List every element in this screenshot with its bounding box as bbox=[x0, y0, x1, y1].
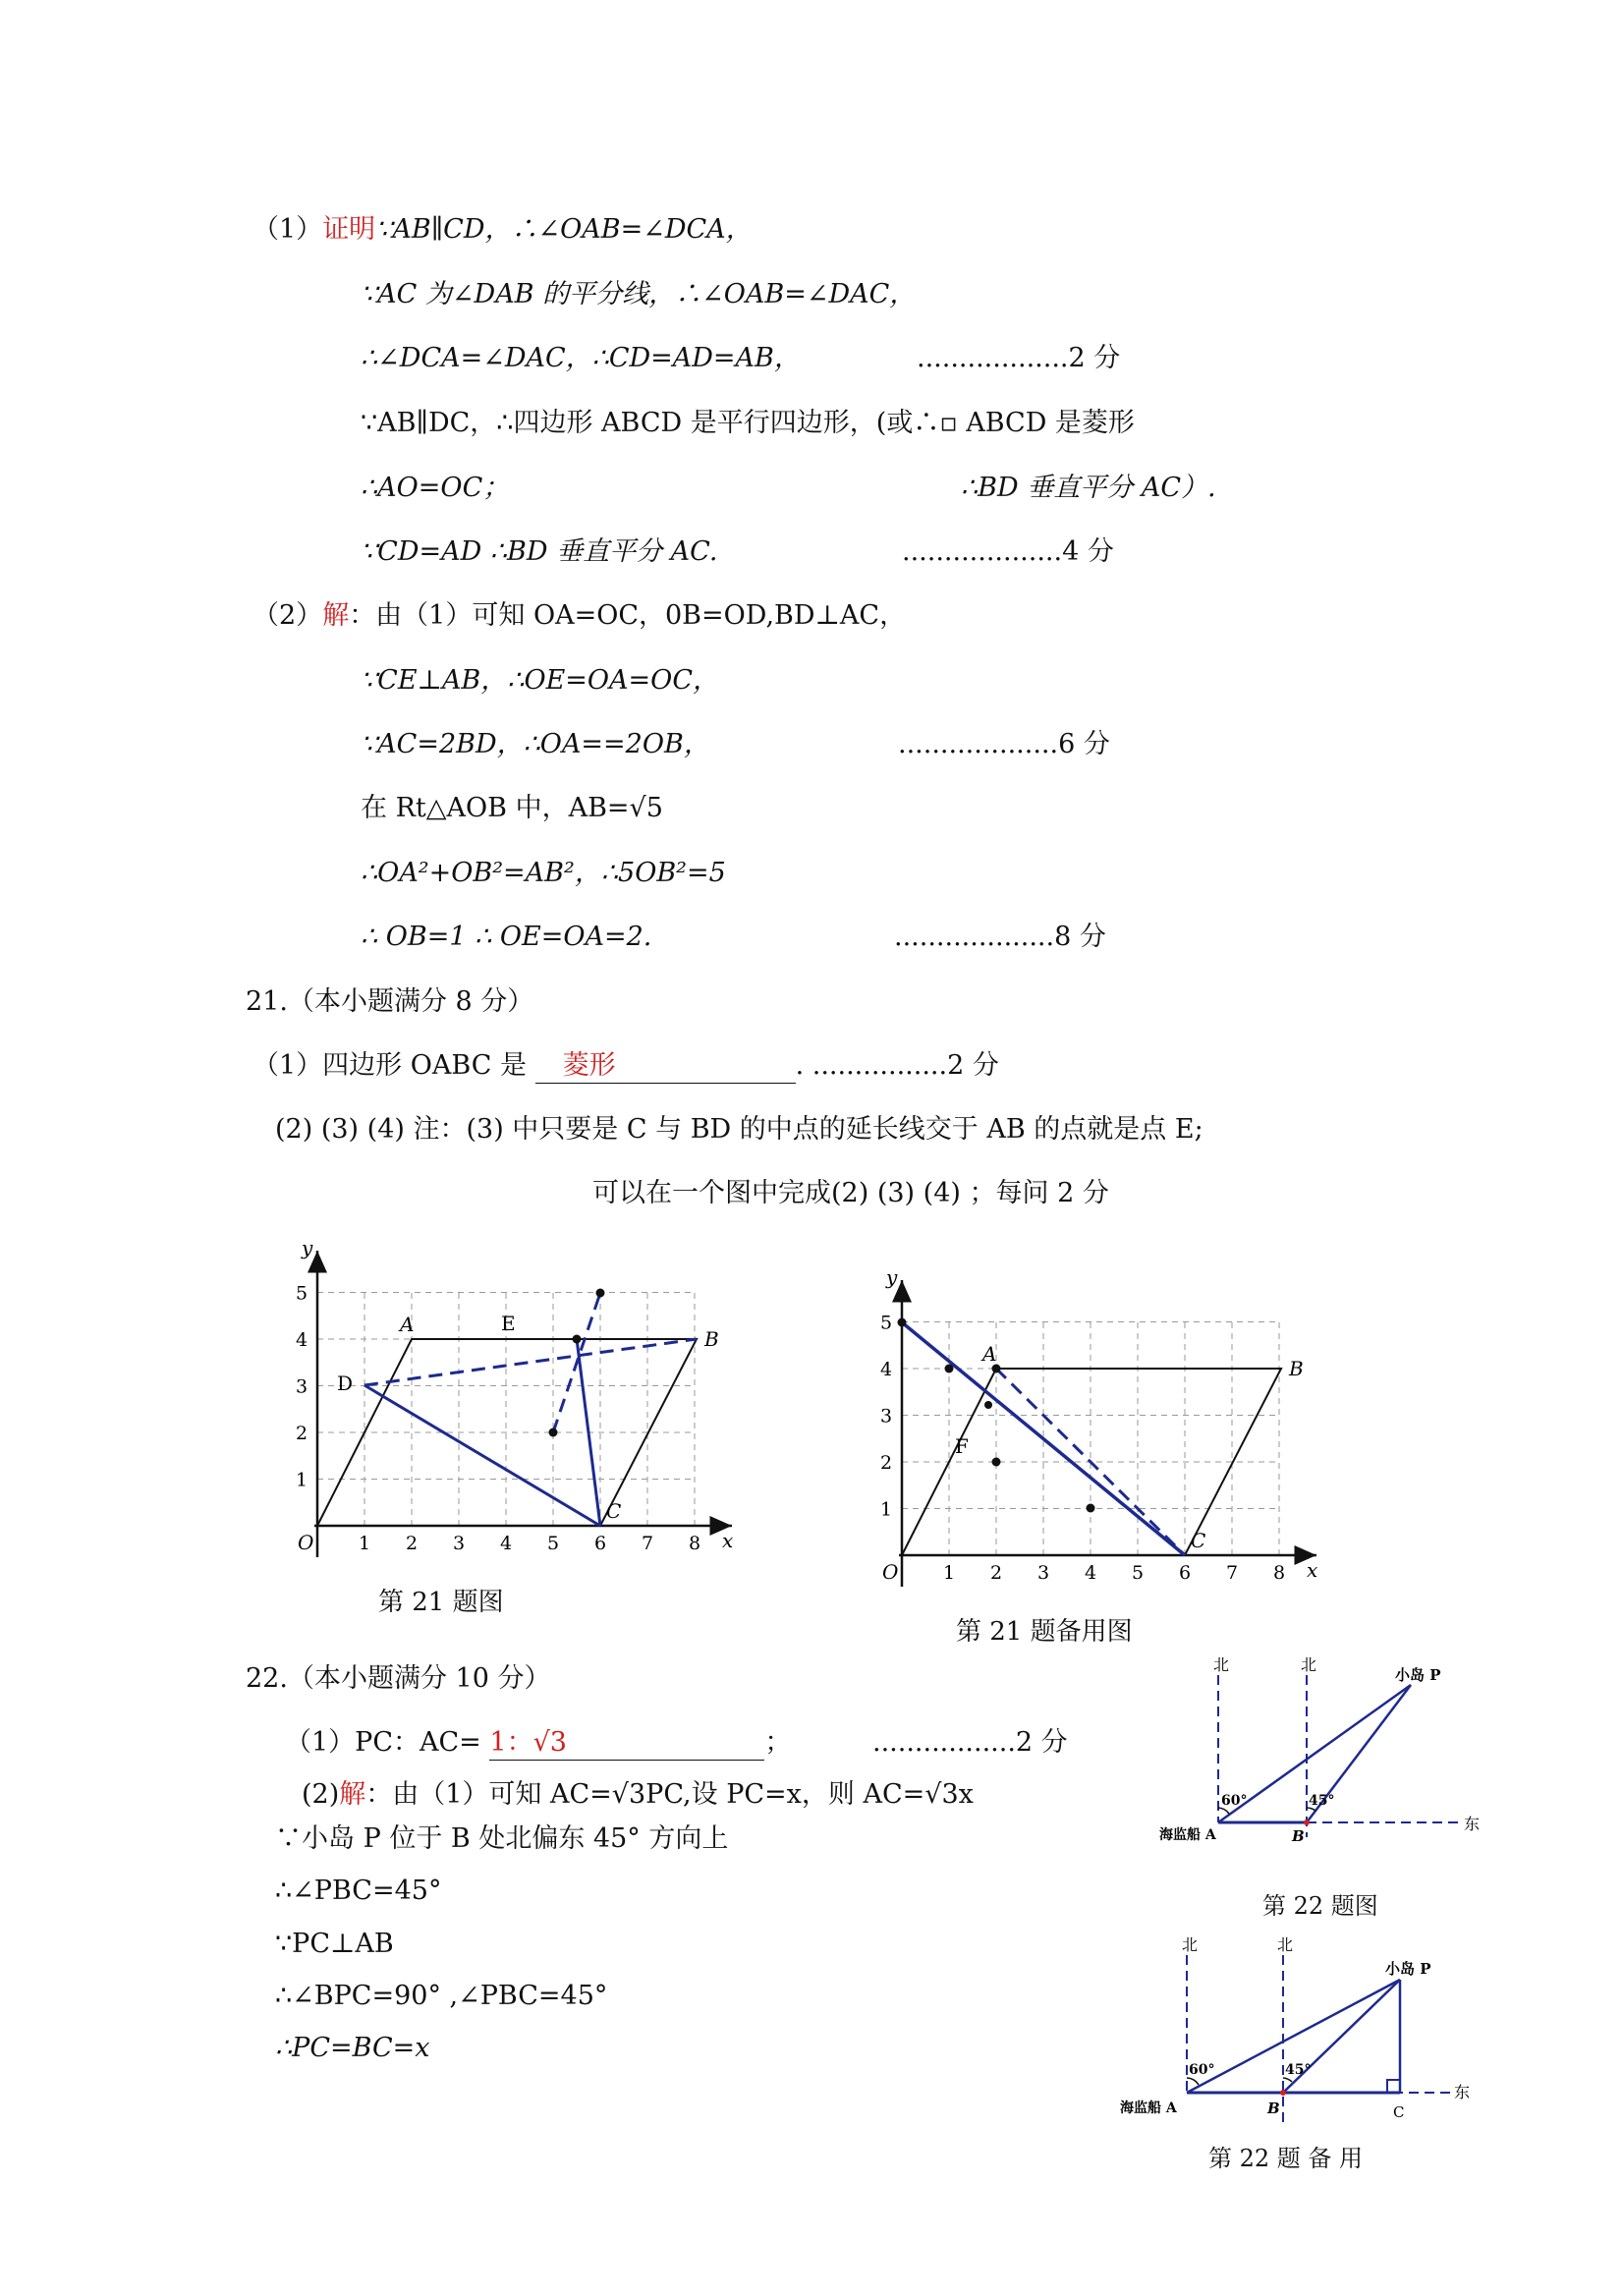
q20-score-2: ..................2 分 bbox=[917, 343, 1121, 373]
x-tick-label: 1 bbox=[359, 1533, 371, 1554]
y-tick-label: 4 bbox=[296, 1329, 308, 1351]
solution-label: 解 bbox=[322, 600, 350, 631]
north-label: 北 bbox=[1277, 1935, 1294, 1954]
x-axis-label: x bbox=[722, 1529, 734, 1552]
x-tick-label: 8 bbox=[689, 1533, 701, 1554]
x-tick-label: 2 bbox=[406, 1533, 419, 1554]
label-a: A bbox=[982, 1342, 997, 1366]
x-tick-label: 6 bbox=[594, 1533, 607, 1554]
x-tick-label: 1 bbox=[943, 1562, 956, 1584]
east-label: 东 bbox=[1454, 2083, 1471, 2101]
x-tick-label: 3 bbox=[1037, 1562, 1050, 1584]
q21-header: 21.（本小题满分 8 分） bbox=[246, 986, 534, 1017]
angle-45: 45° bbox=[1285, 2062, 1312, 2078]
island-label: 小岛 P bbox=[1395, 1666, 1441, 1684]
fig22-backup-caption: 第 22 题 备 用 bbox=[1208, 2145, 1364, 2172]
q20-line6: ∵CD=AD ∴BD 垂直平分 AC. bbox=[361, 536, 718, 567]
q22-score-2: .................2 分 bbox=[872, 1727, 1068, 1758]
label-f: F bbox=[955, 1434, 969, 1458]
q20-line11: ∴OA²+OB²=AB²，∴5OB²=5 bbox=[361, 858, 726, 888]
point bbox=[945, 1365, 954, 1373]
b-label: B bbox=[1292, 1827, 1305, 1845]
q22-line3: ∵小岛 P 位于 B 处北偏东 45° 方向上 bbox=[275, 1823, 729, 1854]
point bbox=[549, 1428, 558, 1437]
fig21-caption: 第 21 题图 bbox=[378, 1588, 504, 1617]
right-angle-mark bbox=[1387, 2080, 1400, 2093]
y-tick-label: 1 bbox=[880, 1498, 893, 1521]
q20-score-6: ...................6 分 bbox=[898, 729, 1110, 759]
north-label: 北 bbox=[1182, 1935, 1199, 1954]
x-tick-label: 7 bbox=[1226, 1562, 1239, 1584]
point bbox=[992, 1458, 1001, 1467]
label-b: B bbox=[1289, 1357, 1304, 1380]
fig21-backup bbox=[845, 1262, 1336, 1606]
segment-db-dashed bbox=[364, 1339, 697, 1385]
ship-label: 海监船 A bbox=[1120, 2100, 1177, 2116]
fig21-main bbox=[260, 1233, 752, 1577]
angle-45: 45° bbox=[1309, 1793, 1335, 1809]
y-axis-label: y bbox=[302, 1236, 313, 1260]
point bbox=[898, 1318, 907, 1327]
north-label: 北 bbox=[1301, 1655, 1317, 1674]
q20-line4: ∵AB∥DC，∴四边形 ABCD 是平行四边形，(或∴▫ ABCD 是菱形 bbox=[361, 408, 1135, 438]
east-label: 东 bbox=[1464, 1815, 1481, 1833]
q22-header: 22.（本小题满分 10 分） bbox=[246, 1663, 551, 1694]
point-e bbox=[573, 1335, 582, 1344]
label-c: C bbox=[606, 1499, 622, 1523]
origin-label: O bbox=[882, 1560, 899, 1584]
x-tick-label: 5 bbox=[547, 1533, 560, 1554]
q20-line5a: ∴AO=OC； bbox=[361, 473, 510, 503]
ship-label: 海监船 A bbox=[1159, 1827, 1216, 1843]
q20-line10: 在 Rt△AOB 中，AB=√5 bbox=[361, 793, 663, 823]
angle-60: 60° bbox=[1189, 2062, 1215, 2078]
y-tick-label: 3 bbox=[296, 1375, 308, 1398]
q20-part2-line1: （2）解：由（1）可知 OA=OC，0B=OD,BD⊥AC， bbox=[252, 600, 907, 631]
q22-part2: (2)解：由（1）可知 AC=√3PC,设 PC=x，则 AC=√3x bbox=[302, 1779, 974, 1810]
label-d: D bbox=[337, 1372, 354, 1395]
q22-part1: （1）PC：AC= 1：√3 ； bbox=[285, 1726, 791, 1761]
q21-note2: 可以在一个图中完成(2) (3) (4) ；每问 2 分 bbox=[592, 1178, 1109, 1208]
label-a: A bbox=[400, 1313, 415, 1336]
solution-label: 解 bbox=[339, 1779, 366, 1810]
q22-line7: ∴PC=BC=x bbox=[275, 2033, 430, 2063]
y-tick-label: 1 bbox=[296, 1469, 308, 1491]
segment-dc bbox=[364, 1385, 600, 1526]
x-tick-label: 7 bbox=[642, 1533, 654, 1554]
north-label: 北 bbox=[1213, 1655, 1230, 1674]
point bbox=[1087, 1504, 1095, 1513]
q20-part1-line1: （1）证明∵AB∥CD，∴∠OAB=∠DCA， bbox=[252, 214, 753, 245]
q22-line5: ∵PC⊥AB bbox=[275, 1929, 394, 1959]
q20-line3: ∴∠DCA=∠DAC，∴CD=AD=AB， bbox=[361, 343, 801, 373]
angle-60: 60° bbox=[1221, 1793, 1248, 1809]
segment-dashed-2 bbox=[553, 1293, 600, 1432]
label-e: E bbox=[501, 1312, 516, 1335]
y-axis-label: y bbox=[886, 1265, 898, 1289]
origin-label: O bbox=[298, 1531, 314, 1554]
x-tick-label: 5 bbox=[1132, 1562, 1145, 1584]
point bbox=[596, 1289, 605, 1298]
q22-line6: ∴∠BPC=90° ,∠PBC=45° bbox=[275, 1981, 608, 2011]
answer-blank: 1：√3 bbox=[489, 1726, 764, 1761]
y-tick-label: 4 bbox=[880, 1359, 893, 1380]
y-tick-label: 5 bbox=[296, 1282, 308, 1305]
x-tick-label: 2 bbox=[990, 1562, 1003, 1584]
fig22-backup bbox=[1120, 1931, 1493, 2132]
q20-line9: ∵AC=2BD，∴OA==2OB， bbox=[361, 729, 710, 759]
y-tick-label: 5 bbox=[880, 1312, 893, 1334]
island-label: 小岛 P bbox=[1385, 1960, 1431, 1978]
q20-score-4: ...................4 分 bbox=[902, 536, 1114, 567]
label-b: B bbox=[704, 1327, 719, 1351]
x-tick-label: 4 bbox=[1085, 1562, 1097, 1584]
x-axis-label: x bbox=[1307, 1558, 1318, 1582]
point-f bbox=[984, 1401, 992, 1409]
q20-line8: ∵CE⊥AB，∴OE=OA=OC， bbox=[361, 665, 719, 696]
fig22-main bbox=[1159, 1651, 1483, 1847]
x-tick-label: 8 bbox=[1273, 1562, 1286, 1584]
c-label: C bbox=[1393, 2103, 1405, 2121]
y-tick-label: 2 bbox=[296, 1423, 308, 1444]
q20-line12: ∴ OB=1 ∴ OE=OA=2. bbox=[361, 922, 652, 952]
q20-score-8: ...................8 分 bbox=[894, 922, 1106, 952]
q22-line4: ∴∠PBC=45° bbox=[275, 1876, 442, 1906]
label-c: C bbox=[1191, 1529, 1206, 1552]
q21-note1: (2) (3) (4) 注：(3) 中只要是 C 与 BD 的中点的延长线交于 AB 的点就是点 E; bbox=[275, 1114, 1203, 1145]
answer-blank: 菱形 bbox=[535, 1049, 796, 1084]
b-label: B bbox=[1267, 2100, 1280, 2117]
y-tick-label: 3 bbox=[880, 1405, 893, 1428]
proof-label: 证明 bbox=[322, 214, 376, 245]
fig22-caption: 第 22 题图 bbox=[1262, 1892, 1378, 1920]
y-tick-label: 2 bbox=[880, 1452, 893, 1474]
x-tick-label: 3 bbox=[453, 1533, 466, 1554]
x-tick-label: 6 bbox=[1179, 1562, 1192, 1584]
q21-part1: （1）四边形 OABC 是 菱形 . ................2 分 bbox=[252, 1049, 999, 1084]
q20-line5b: ∴BD 垂直平分 AC）. bbox=[961, 473, 1216, 503]
q20-line2: ∵AC 为∠DAB 的平分线，∴∠OAB=∠DAC， bbox=[361, 279, 917, 309]
fig21-backup-caption: 第 21 题备用图 bbox=[956, 1617, 1133, 1647]
x-tick-label: 4 bbox=[500, 1533, 513, 1554]
